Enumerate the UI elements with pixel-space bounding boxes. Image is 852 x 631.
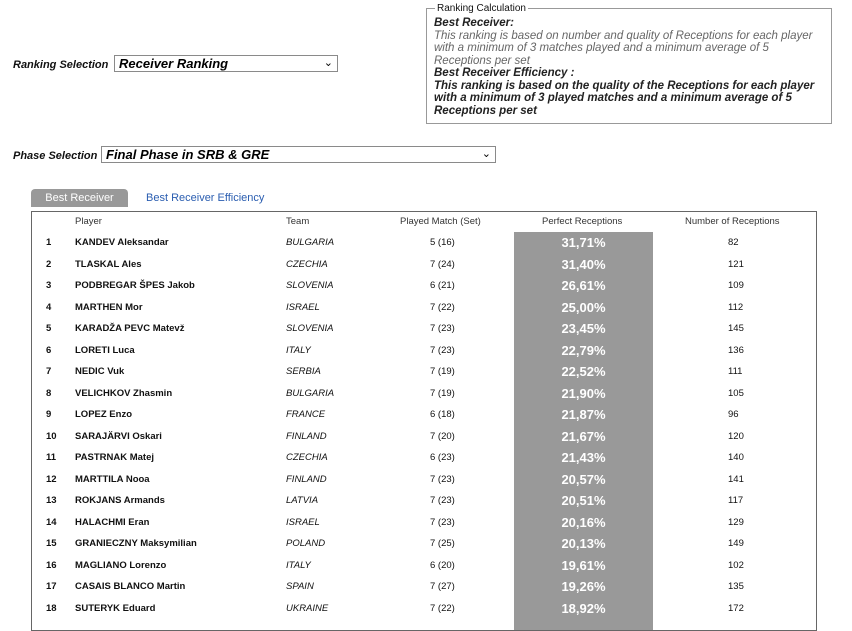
player-name: HALACHMI Eran <box>75 516 150 528</box>
table-row <box>32 254 816 276</box>
team-name: BULGARIA <box>286 387 335 399</box>
player-name: LORETI Luca <box>75 344 135 356</box>
played-match-set: 7 (23) <box>430 323 455 334</box>
table-row <box>32 512 816 534</box>
played-match-set: 5 (16) <box>430 237 455 248</box>
chevron-down-icon: ⌄ <box>481 148 491 160</box>
tab-best-receiver[interactable]: Best Receiver <box>31 189 128 207</box>
number-of-receptions: 109 <box>728 280 744 291</box>
perfect-receptions-value: 23,45% <box>561 321 606 336</box>
played-match-set: 6 (21) <box>430 280 455 291</box>
played-match-set: 7 (20) <box>430 430 455 442</box>
team-name: ITALY <box>286 344 311 356</box>
perfect-receptions-value: 20,51% <box>561 493 606 508</box>
tab-best-receiver-efficiency[interactable]: Best Receiver Efficiency <box>146 192 265 204</box>
header-team: Team <box>286 216 310 227</box>
rank-cell: 16 <box>46 559 57 571</box>
ranking-calculation-box <box>426 3 832 124</box>
team-name: LATVIA <box>286 495 319 506</box>
team-name: SERBIA <box>286 366 321 377</box>
player-name: TLASKAL Ales <box>75 258 142 270</box>
table-row <box>32 297 816 319</box>
played-match-set: 7 (22) <box>430 602 455 614</box>
rank-cell: 6 <box>46 344 52 356</box>
efficiency-title: Best Receiver Efficiency : <box>434 67 575 79</box>
player-name: NEDIC Vuk <box>75 366 125 377</box>
header-played: Played Match (Set) <box>400 216 481 227</box>
rank-cell: 11 <box>46 452 57 463</box>
number-of-receptions: 172 <box>728 602 744 614</box>
table-row <box>32 447 816 469</box>
rank-cell: 8 <box>46 387 52 399</box>
table-row <box>32 361 816 383</box>
number-of-receptions: 111 <box>728 366 743 377</box>
header-perfect-receptions: Perfect Receptions <box>542 216 623 227</box>
table-row <box>32 469 816 491</box>
played-match-set: 7 (27) <box>430 581 455 592</box>
number-of-receptions: 136 <box>728 344 744 356</box>
player-name: CASAIS BLANCO Martin <box>75 581 186 592</box>
table-row <box>32 404 816 426</box>
team-name: FRANCE <box>286 409 326 420</box>
player-name: MARTHEN Mor <box>75 301 143 313</box>
played-match-set: 6 (18) <box>430 409 455 420</box>
number-of-receptions: 149 <box>728 538 744 549</box>
perfect-receptions-value: 22,79% <box>561 342 606 358</box>
number-of-receptions: 102 <box>728 559 744 571</box>
played-match-set: 7 (22) <box>430 301 455 313</box>
played-match-set: 7 (23) <box>430 344 455 356</box>
phase-selection-dropdown[interactable] <box>101 146 496 163</box>
table-row <box>32 340 816 362</box>
team-name: POLAND <box>286 538 326 549</box>
number-of-receptions: 117 <box>728 495 744 506</box>
team-name: ISRAEL <box>286 301 320 313</box>
rank-cell: 7 <box>46 366 52 377</box>
perfect-receptions-value: 21,90% <box>561 385 606 401</box>
rank-cell: 5 <box>46 323 52 334</box>
player-name: PODBREGAR ŠPES Jakob <box>75 280 195 291</box>
ranking-calculation-legend: Ranking Calculation <box>437 3 526 14</box>
player-name: ROKJANS Armands <box>75 495 165 506</box>
table-row <box>32 576 816 598</box>
rank-cell: 14 <box>46 516 57 528</box>
team-name: CZECHIA <box>286 452 328 463</box>
efficiency-description: This ranking is based on the quality of the Receptions for each player with a minimum of 3 played matches and a minimum average of 5 Receptions per set <box>434 79 815 117</box>
table-row <box>32 598 816 620</box>
player-name: LOPEZ Enzo <box>75 409 132 420</box>
best-receiver-description: This ranking is based on number and quality of Receptions for each player with a minimum of 3 matches played and a minimum average of 5 Receptions per set <box>434 29 813 67</box>
player-name: SUTERYK Eduard <box>75 602 156 614</box>
played-match-set: 7 (23) <box>430 473 455 485</box>
best-receiver-title: Best Receiver: <box>434 17 514 29</box>
rank-cell: 10 <box>46 430 57 442</box>
team-name: ISRAEL <box>286 516 320 528</box>
team-name: FINLAND <box>286 473 327 485</box>
rank-cell: 17 <box>46 581 57 592</box>
rank-cell: 1 <box>46 237 52 248</box>
player-name: GRANIECZNY Maksymilian <box>75 538 197 549</box>
perfect-receptions-value: 18,92% <box>561 600 606 616</box>
number-of-receptions: 120 <box>728 430 744 442</box>
table-row <box>32 318 816 340</box>
number-of-receptions: 121 <box>728 258 744 270</box>
header-player: Player <box>75 216 102 227</box>
chevron-down-icon: ⌄ <box>323 57 333 69</box>
team-name: SLOVENIA <box>286 280 334 291</box>
perfect-receptions-value: 21,87% <box>561 407 606 422</box>
number-of-receptions: 141 <box>728 473 744 485</box>
perfect-receptions-value: 20,57% <box>561 471 606 487</box>
rank-cell: 9 <box>46 409 52 420</box>
team-name: FINLAND <box>286 430 327 442</box>
number-of-receptions: 129 <box>728 516 744 528</box>
table-row <box>32 383 816 405</box>
perfect-receptions-value: 31,40% <box>561 256 606 272</box>
number-of-receptions: 135 <box>728 581 744 592</box>
player-name: PASTRNAK Matej <box>75 452 154 463</box>
table-row <box>32 426 816 448</box>
number-of-receptions: 105 <box>728 387 744 399</box>
played-match-set: 7 (19) <box>430 387 455 399</box>
perfect-receptions-value: 31,71% <box>561 235 606 250</box>
played-match-set: 7 (24) <box>430 258 455 270</box>
perfect-receptions-value: 20,16% <box>561 514 606 530</box>
perfect-receptions-value: 22,52% <box>561 364 606 379</box>
player-name: KARADŽA PEVC Matevž <box>75 323 185 334</box>
perfect-receptions-value: 21,43% <box>561 450 606 465</box>
rank-cell: 18 <box>46 602 57 614</box>
perfect-receptions-value: 19,61% <box>561 557 606 573</box>
ranking-table <box>31 211 817 631</box>
rank-cell: 13 <box>46 495 57 506</box>
team-name: SPAIN <box>286 581 314 592</box>
perfect-receptions-value: 21,67% <box>561 428 606 444</box>
player-name: KANDEV Aleksandar <box>75 237 169 248</box>
perfect-receptions-value: 20,13% <box>561 536 606 551</box>
played-match-set: 7 (25) <box>430 538 455 549</box>
perfect-receptions-value: 19,26% <box>561 579 606 594</box>
rank-cell: 12 <box>46 473 57 485</box>
number-of-receptions: 96 <box>728 409 739 420</box>
ranking-selection-dropdown[interactable] <box>114 55 338 72</box>
played-match-set: 7 (23) <box>430 495 455 506</box>
table-row <box>32 232 816 254</box>
header-number-of-receptions: Number of Receptions <box>685 216 780 227</box>
number-of-receptions: 140 <box>728 452 744 463</box>
table-row <box>32 555 816 577</box>
player-name: MAGLIANO Lorenzo <box>75 559 167 571</box>
played-match-set: 6 (23) <box>430 452 455 463</box>
team-name: CZECHIA <box>286 258 328 270</box>
ranking-selection-value: Receiver Ranking <box>119 56 229 71</box>
table-row <box>32 533 816 555</box>
player-name: VELICHKOV Zhasmin <box>75 387 173 399</box>
played-match-set: 7 (23) <box>430 516 455 528</box>
team-name: BULGARIA <box>286 237 335 248</box>
rank-cell: 4 <box>46 301 52 313</box>
rank-cell: 2 <box>46 258 52 270</box>
perfect-receptions-value: 25,00% <box>561 299 606 315</box>
perfect-receptions-value: 26,61% <box>561 278 606 293</box>
team-name: UKRAINE <box>286 602 329 614</box>
number-of-receptions: 82 <box>728 237 739 248</box>
phase-selection-value: Final Phase in SRB & GRE <box>106 147 270 162</box>
number-of-receptions: 145 <box>728 323 744 334</box>
number-of-receptions: 112 <box>728 301 744 313</box>
played-match-set: 7 (19) <box>430 366 455 377</box>
table-row <box>32 490 816 512</box>
player-name: SARAJÄRVI Oskari <box>75 430 162 442</box>
player-name: MARTTILA Nooa <box>75 473 150 485</box>
played-match-set: 6 (20) <box>430 559 455 571</box>
table-row <box>32 275 816 297</box>
team-name: ITALY <box>286 559 311 571</box>
ranking-selection-label: Ranking Selection <box>13 59 109 71</box>
rank-cell: 3 <box>46 280 52 291</box>
phase-selection-label: Phase Selection <box>13 150 98 162</box>
rank-cell: 15 <box>46 538 57 549</box>
team-name: SLOVENIA <box>286 323 334 334</box>
